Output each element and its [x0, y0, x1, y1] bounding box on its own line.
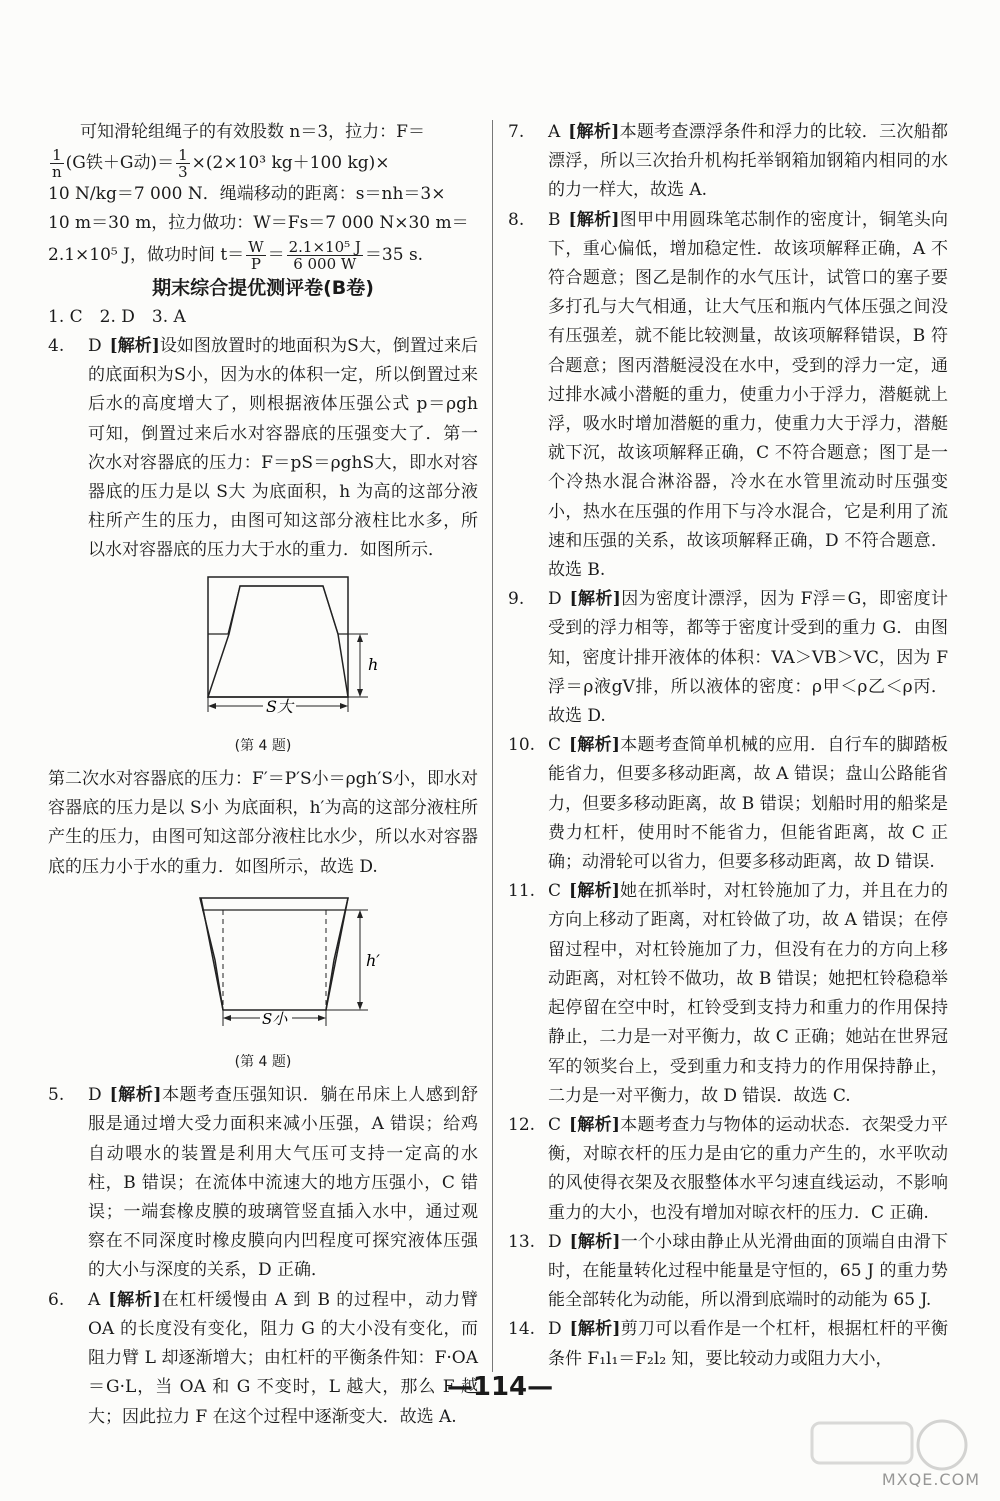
cont-line-5c: ＝35 s. — [364, 244, 424, 265]
frac-bot: 6 000 W — [293, 254, 357, 273]
question-text: 图甲中用圆珠笔芯制作的密度计，铜笔头向下，重心偏低，增加稳定性．故该项解释正确，A 不符合题意；图乙是制作的水气压计，试管口的塞子要多打孔与大气相通，让大气压和瓶内气体压强之间没有压强差，就不能比较测量，故该项解释错误，B 符合题意；图丙潜艇浸没在水中，受到的浮力一定，通过排水减小潜艇的重力，使重力小于浮力，潜艇就上浮，吸水时增加潜艇的重力，使重力大于浮力，潜艇就下沉，故该项解释正确，C 不符合题意；图丁是一个冷热水混合淋浴器，冷水在水管里流动时压强变小，热水在压强的作用下与冷水混合，它是利用了流速和压强的关系，故该项解释正确，D 不符合题意．故选 B. — [548, 209, 949, 581]
left-column — [48, 118, 478, 1432]
question-number: 10. — [508, 735, 536, 756]
analysis-tag: [解析] — [109, 336, 160, 357]
question-text: 在杠杆缓慢由 A 到 B 的过程中，动力臂 OA 的长度没有变化，阻力 G 的大小没有变化，而阻力臂 L 却逐渐增大；由杠杆的平衡条件知：F·OA＝G·L，当 OA 和 G 不变时，L 越大，那么 F 越大；因此拉力 F 在这个过程中逐渐变大．故选 A. — [88, 1289, 478, 1427]
question-7 — [508, 118, 948, 206]
cont-line-3: 10 N/kg＝7 000 N．绳端移动的距离：s＝nh＝3× — [48, 184, 446, 205]
frac-top: 1 — [178, 146, 188, 165]
question-text: 本题考查漂浮条件和浮力的比较．三次船都漂浮，所以三次抬升机构托举钢箱加钢箱内相同的水的力一样大，故选 A. — [548, 122, 949, 201]
answer-letter: D — [548, 1319, 562, 1340]
area-label: S大 — [266, 696, 293, 716]
answer-letter: D — [88, 336, 102, 357]
question-number: 7. — [508, 122, 525, 142]
frac-top: 1 — [50, 147, 64, 164]
section-title: 期末综合提优测评卷(B卷) — [152, 276, 374, 299]
frac-top: W — [248, 237, 264, 256]
height-label: h — [368, 654, 379, 674]
answer-letter: C — [548, 881, 562, 902]
question-14 — [508, 1315, 948, 1373]
question-text: 本题考查力与物体的运动状态．衣架受力平衡，对晾衣杆的压力是由它的重力产生的，水平吹动的风使得衣架及衣服整体水平匀速直线运动，不影响重力的大小，也没有增加对晾衣杆的压力．C 正确. — [548, 1114, 948, 1223]
answer-letter: C — [548, 735, 562, 756]
question-10 — [508, 731, 948, 877]
question-11 — [508, 877, 948, 1111]
analysis-tag: [解析] — [108, 1289, 161, 1310]
watermark-text: MXQE.COM — [881, 1470, 980, 1489]
question-number: 11. — [508, 881, 536, 902]
question-text: 本题考查压强知识．躺在吊床上人感到舒服是通过增大受力面积来减小压强，A 错误；给鸡自动喂水的装置是利用大气压可支持一定高的水柱，B 错误；在流体中流速大的地方压强小，C 错误；一端套橡皮膜的玻璃管竖直插入水中，通过观察在不同深度时橡皮膜向内凹程度可探究液体压强的大小与深度的关系，D 正确． — [88, 1085, 478, 1281]
page-number: —114— — [446, 1372, 554, 1402]
analysis-tag: [解析] — [568, 122, 620, 142]
question-13 — [508, 1228, 948, 1316]
fraction-1-over-n — [50, 147, 64, 180]
fraction-w-over-p — [246, 239, 265, 272]
question-number: 13. — [508, 1231, 536, 1252]
figure-caption: (第 4 题) — [234, 737, 292, 754]
answer-letter: D — [548, 1231, 562, 1252]
question-text: 因为密度计漂浮，因为 F浮＝G，即密度计受到的浮力相等，都等于密度计受到的重力 G．由图知，密度计排开液体的体积：VA＞VB＞VC，因为 F浮＝ρ液gV排，所以液体的密度：ρ甲＜ρ乙＜ρ丙．故选 D. — [548, 589, 948, 727]
answer-letter: A — [548, 122, 561, 142]
frac-top: 2.1×10⁵ J — [288, 237, 361, 256]
cont-line-2b: ×(2×10³ kg＋100 kg)× — [191, 153, 390, 174]
question-text: 一个小球由静止从光滑曲面的顶端自由滑下时，在能量转化过程中能量是守恒的，65 J 的重力势能全部转化为动能，所以滑到底端时的动能为 65 J. — [548, 1231, 948, 1311]
analysis-tag: [解析] — [569, 589, 621, 610]
column-divider — [492, 120, 493, 1372]
cont-line-5b: ＝ — [267, 244, 285, 265]
question-4-continued: 第二次水对容器底的压力：F′＝P′S小＝ρgh′S小，即水对容器底的压力是以 S小 为底面积，h′为高的这部分液柱所产生的压力，由图可知这部分液柱比水少，所以水对容器底的压力小于水的重力．如图所示，故选 D. — [48, 769, 478, 877]
area-label: S小 — [262, 1009, 288, 1028]
question-number: 12. — [508, 1114, 536, 1135]
answer-letter: C — [548, 1114, 562, 1135]
question-number: 4. — [48, 336, 65, 357]
question-text: 她在抓举时，对杠铃施加了力，并且在力的方向上移动了距离，对杠铃做了功，故 A 错误；在停留过程中，对杠铃施加了力，但没有在力的方向上移动距离，对杠铃不做功，故 B 错误；她把杠铃稳稳举起停留在空中时，杠铃受到支持力和重力的作用保持静止，二力是一对平衡力，故 C 正确；她站在世界冠军的领奖台上，受到重力和支持力的作用保持静止，二力是一对平衡力，故 D 错误．故选 C. — [548, 881, 948, 1106]
question-number: 6. — [48, 1289, 65, 1310]
question-6 — [48, 1286, 478, 1432]
fraction-1-over-3 — [176, 147, 190, 180]
question-number: 8. — [508, 209, 525, 230]
cont-line-2a: (G铁＋G动)＝ — [65, 153, 175, 174]
question-4 — [48, 332, 478, 566]
answer-letter: D — [88, 1085, 102, 1106]
answer-letter: B — [548, 209, 561, 230]
question-12 — [508, 1111, 948, 1228]
cont-line-1: 可知滑轮组绳子的有效股数 n＝3，拉力：F＝ — [80, 122, 425, 142]
question-number: 5. — [48, 1085, 65, 1106]
question-number: 14. — [508, 1319, 536, 1340]
analysis-tag: [解析] — [569, 735, 620, 756]
cont-line-4: 10 m＝30 m，拉力做功：W＝Fs＝7 000 N×30 m＝ — [48, 213, 469, 234]
frac-bot: 3 — [178, 163, 188, 182]
upright-container-diagram — [48, 572, 478, 722]
answer-letter: A — [88, 1289, 101, 1310]
cont-line-5a: 2.1×10⁵ J，做功时间 t＝ — [48, 244, 245, 265]
height-label: h′ — [366, 950, 380, 970]
question-text: 剪刀可以看作是一个杠杆，根据杠杆的平衡条件 F₁l₁＝F₂l₂ 知，要比较动力或阻力大小， — [548, 1319, 948, 1369]
analysis-tag: [解析] — [569, 1319, 621, 1340]
analysis-tag: [解析] — [569, 1231, 621, 1252]
question-5 — [48, 1081, 478, 1285]
analysis-tag: [解析] — [109, 1085, 162, 1106]
figure-caption: (第 4 题) — [234, 1054, 292, 1071]
question-9 — [508, 585, 948, 731]
figure-inverted-container — [48, 888, 478, 1077]
answers-1-to-3: 1. C 2. D 3. A — [48, 306, 186, 327]
question-8 — [508, 206, 948, 586]
fraction-work-over-power — [287, 239, 363, 272]
question-number: 9. — [508, 589, 525, 610]
analysis-tag: [解析] — [569, 1114, 620, 1135]
analysis-tag: [解析] — [569, 881, 620, 902]
right-column — [508, 118, 948, 1374]
inverted-container-diagram — [48, 888, 478, 1038]
figure-upright-container — [48, 572, 478, 761]
answer-letter: D — [548, 589, 562, 610]
continued-solution — [48, 118, 478, 272]
analysis-tag: [解析] — [568, 209, 620, 230]
question-text: 设如图放置时的地面积为S大，倒置过来后的底面积为S小，因为水的体积一定，所以倒置过来后水的高度增大了，则根据液体压强公式 p＝ρgh 可知，倒置过来后水对容器底的压强变大了．第一次水对容器底的压力：F＝pS＝ρghS大，即水对容器底的压力是以 S大 为底面积，h 为高的这部分液柱所产生的压力，由图可知这部分液柱比水多，所以水对容器底的压力大于水的重力．如图所示． — [88, 336, 478, 561]
frac-bot: P — [250, 254, 261, 273]
frac-bot: n — [52, 163, 62, 182]
question-text: 本题考查简单机械的应用．自行车的脚踏板能省力，但要多移动距离，故 A 错误；盘山公路能省力，但要多移动距离，故 B 错误；划船时用的船桨是费力杠杆，使用时不能省力，但能省距离，故 C 正确；动滑轮可以省力，但要多移动距离，故 D 错误. — [548, 735, 948, 873]
